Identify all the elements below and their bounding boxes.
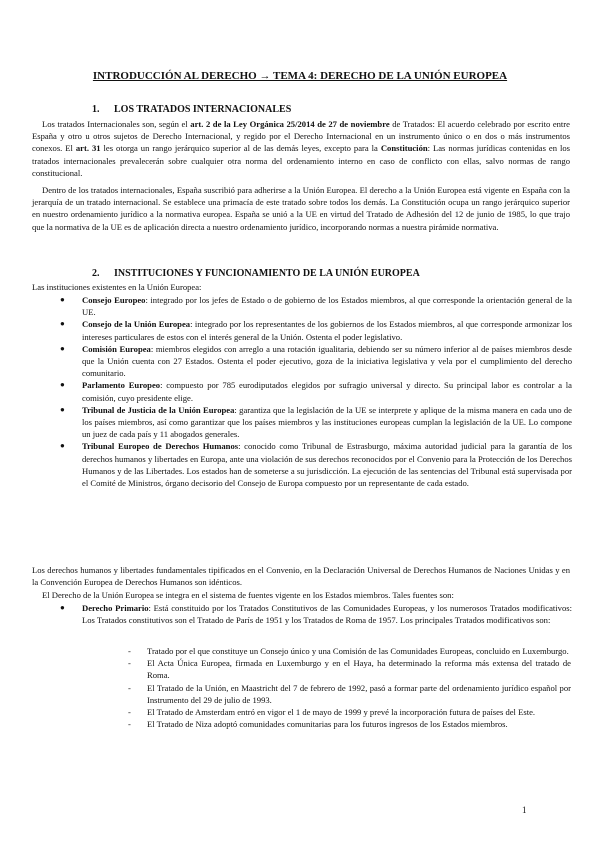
institution-name: Parlamento Europeo [82, 380, 161, 391]
bullet-icon: ● [60, 343, 65, 353]
list-item [60, 294, 572, 318]
institution-text: : compuesto por 785 eurodiputados elegidos por sufragio universal y directo. Su principal labor es controlar a la comisión, cuyo presidente elige. [82, 380, 572, 403]
bullet-icon: ● [60, 380, 65, 390]
list-item [60, 379, 572, 403]
page-number: 1 [522, 805, 527, 815]
institution-text: : integrado por los representantes de los gobiernos de los Estados miembros, al que corresponde armonizar los intereses particulares de estos con el interés general de la Unión. Ostenta el poder legislativo. [82, 319, 572, 342]
institution-name: Tribunal Europeo de Derechos Humanos [82, 441, 239, 452]
list-item [60, 343, 572, 380]
institutions-list [60, 294, 573, 489]
bullet-icon: ● [60, 404, 65, 414]
treaty-text: Tratado por el que constituye un Consejo único y una Comisión de las Comunidades Europeas, concluido en Luxemburgo. [147, 646, 569, 656]
section-2-heading [92, 268, 420, 279]
list-item [128, 682, 571, 706]
treaty-text: El Acta Única Europea, firmada en Luxemburgo y en el Haya, ha determinado la reforma más extensa del tratado de Roma. [147, 658, 571, 681]
dash-icon: - [128, 646, 131, 656]
treaties-list [128, 645, 571, 730]
source-name: Derecho Primario [82, 603, 149, 613]
list-item [128, 706, 571, 718]
source-text: : Está constituido por los Tratados Constitutivos de las Comunidades Europeas, y los numerosos Tratados modificativos: Los Tratados constitutivos son el Tratado de París de 1951 y los Tratados de Roma de 1957. Los principales Tratados modificativos son: [82, 603, 572, 626]
section-2-title: INSTITUCIONES Y FUNCIONAMIENTO DE LA UNIÓN EUROPEA [114, 268, 420, 279]
institution-name: Comisión Europea [82, 343, 151, 354]
sources-paragraph: El Derecho de la Unión Europea se integra en el sistema de fuentes vigente en los Estados miembros. Tales fuentes son: [42, 590, 454, 600]
dash-icon: - [128, 707, 131, 718]
section-2-intro: Las instituciones existentes en la Unión Europea: [32, 282, 202, 292]
bold-run: art. 2 de la Ley Orgánica 25/2014 de 27 de noviembre [190, 119, 390, 129]
institution-text: : conocido como Tribunal de Estrasburgo, máxima autoridad judicial para la garantía de los derechos humanos y libertades en Europa, ante una violación de sus derechos reconocidos por el Convenio para la Protección de los Derechos Humanos y de las Libertades. Los estados han de someterse a su jurisdicción. La ejecución de las sentencias del Tribunal está supervisada por el Comité de Ministros, órgano decisorio del Consejo de Europa compuesto por un representante de cada estado. [82, 441, 572, 489]
bullet-icon: ● [60, 603, 65, 612]
treaty-text: El Tratado de la Unión, en Maastricht del 7 de febrero de 1992, pasó a formar parte del ordenamiento jurídico español por Instrumento del 29 de julio de 1993. [147, 682, 571, 705]
rights-paragraph: Los derechos humanos y libertades fundamentales tipificados en el Convenio, en la Declaración Universal de Derechos Humanos de Naciones Unidas y en la Convención Europea de Derechos Humanos son idénticos. [32, 565, 570, 588]
list-item [60, 404, 573, 441]
section-1-paragraph-2: Dentro de los tratados internacionales, España suscribió para adherirse a la Unión Europea. El derecho a la Unión Europea está vigente en España con la jerarquía de un tratado internacional. Se establece una primacía de este tratado sobre todos los demás. La Constitución ocupa un rango jerárquico superior en nuestro ordenamiento jurídico a la normativa europea. España se unió a la UE en virtud del Tratado de Adhesión del 12 de junio de 1985, lo que trajo que la normativa de la UE es de aplicación directa a nuestro ordenamiento jurídico, incorporando normas a nuestra pirámide normativa. [32, 185, 570, 232]
dash-icon: - [128, 658, 131, 669]
sources-list [60, 602, 572, 626]
text-run: les otorga un rango jerárquico superior al de las demás leyes, excepto para la [100, 143, 381, 154]
list-item [60, 602, 572, 626]
institution-text: : miembros elegidos con arreglo a una rotación igualitaria, debiendo ser su número inferior al de países miembros desde que la Unión cuenta con 27 Estados. Ostenta el poder ejecutivo, goza de la iniciativa legislativa y vela por el cumplimiento del derecho comunitario. [82, 343, 572, 379]
list-item [60, 318, 572, 342]
page-title: INTRODUCCIÓN AL DERECHO → TEMA 4: DERECHO DE LA UNIÓN EUROPEA [92, 70, 508, 82]
dash-icon: - [128, 682, 131, 693]
institution-text: : integrado por los jefes de Estado o de gobierno de los Estados miembros, al que corresponde la orientación general de la UE. [82, 295, 572, 318]
bullet-icon: ● [60, 295, 65, 304]
treaty-text: El Tratado de Niza adoptó comunidades comunitarias para los futuros ingresos de los Estados miembros. [147, 719, 508, 730]
institution-text: : garantiza que la legislación de la UE se interprete y aplique de la misma manera en cada uno de los países miembros, así como garantizar que los países miembros y las instituciones europeas cumplan la legislación de la UE. Lo compone un juez de cada país y 11 abogados generales. [82, 404, 573, 440]
section-1-paragraph-1 [32, 118, 570, 179]
bold-run: art. 31 [75, 143, 101, 154]
list-item [128, 657, 571, 681]
section-2-number: 2. [92, 268, 100, 279]
text-run: Los tratados Internacionales son, según el [42, 119, 191, 129]
bullet-icon: ● [60, 441, 65, 451]
bullet-icon: ● [60, 319, 65, 329]
treaty-text: El Tratado de Amsterdam entró en vigor el 1 de mayo de 1999 y prevé la incorporación futura de países del Este. [147, 707, 536, 718]
section-1-title: LOS TRATADOS INTERNACIONALES [114, 104, 292, 115]
section-1-number: 1. [92, 104, 100, 115]
dash-icon: - [128, 719, 131, 730]
list-item [128, 645, 571, 657]
section-1-heading [92, 104, 291, 115]
institution-name: Consejo de la Unión Europea [82, 319, 191, 330]
list-item [128, 718, 571, 730]
institution-name: Consejo Europeo [82, 295, 146, 305]
text-run: : Las normas jurídicas contenidas en los tratados internacionales prevalecerán sobre cualquier otra norma del ordenamiento interno en caso de conflicto con ellas, salvo normas de rango constitucional. [32, 143, 570, 178]
list-item [60, 440, 572, 489]
text-run: de Tratados: El acuerdo celebrado por escrito entre España y otro u otros sujetos de Derecho Internacional, y regido por el Derecho Internacional en un instrumento único o en dos o más instrumentos conexos. El [32, 119, 570, 154]
bold-run: Constitución [380, 143, 428, 154]
institution-name: Tribunal de Justicia de la Unión Europea [82, 404, 235, 415]
